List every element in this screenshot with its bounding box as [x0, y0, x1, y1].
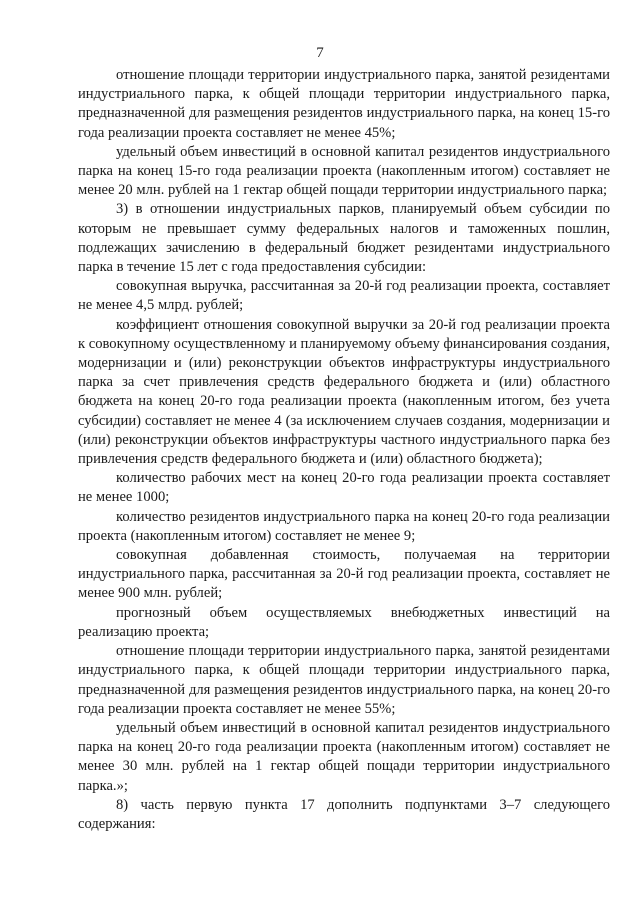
paragraph-residents-count: количество резидентов индустриального парка на конец 20-го года реализации проекта (накопленным итогом) составляет не менее 9;	[78, 508, 610, 544]
paragraph-subsection-3-intro: 3) в отношении индустриальных парков, планируемый объем субсидии по которым не превышает сумму федеральных налогов и таможенных пошлин, подлежащих зачислению в федеральный бюджет резидентами индустриального парка в течение 15 лет с года предоставления субсидии:	[78, 201, 610, 276]
paragraph-extrabudgetary-investment: прогнозный объем осуществляемых внебюджетных инвестиций на реализацию проекта;	[78, 604, 610, 640]
paragraph-amendment-8: 8) часть первую пункта 17 дополнить подпунктами 3–7 следующего содержания:	[78, 796, 610, 832]
paragraph-investment-per-hectare-20: удельный объем инвестиций в основной капитал резидентов индустриального парка на конец 20-го года реализации проекта (накопленным итогом) составляет не менее 30 млн. рублей на 1 гектар общей пощади территории индустриального парка.»;	[78, 719, 610, 794]
paragraph-total-revenue-20: совокупная выручка, рассчитанная за 20-й год реализации проекта, составляет не менее 4,5 млрд. рублей;	[78, 278, 610, 314]
paragraph-industrial-park-area-ratio-20: отношение площади территории индустриального парка, занятой резидентами индустриального парка, к общей площади территории индустриального парка, предназначенной для размещения резидентов индустриального парка, на конец 20-го года реализации проекта составляет не менее 55%;	[78, 643, 610, 717]
paragraph-revenue-ratio-coefficient: коэффициент отношения совокупной выручки за 20-й год реализации проекта к совокупному осуществленному и планируемому объему финансирования создания, модернизации и (или) реконструкции объектов инфраструктуры индустриального парка за счет привлечения средств федерального бюджета и (или) областного бюджета на конец 20-го года реализации проекта (накопленным итогом, без учета субсидии) составляет не менее 4 (за исключением случаев создания, модернизации и (или) реконструкции объектов инфраструктуры частного индустриального парка без привлечения средств федерального бюджета и (или) областного бюджета);	[78, 316, 610, 468]
paragraph-industrial-park-area-ratio-15: отношение площади территории индустриального парка, занятой резидентами индустриального парка, к общей площади территории индустриального парка, предназначенной для размещения резидентов индустриального парка, на конец 15-го года реализации проекта составляет не менее 45%;	[78, 67, 610, 141]
paragraph-value-added: совокупная добавленная стоимость, получаемая на территории индустриального парка, рассчитанная за 20-й год реализации проекта, составляет не менее 900 млн. рублей;	[78, 547, 610, 602]
document-body	[78, 66, 610, 834]
page-number: 7	[316, 45, 324, 61]
paragraph-investment-per-hectare-15: удельный объем инвестиций в основной капитал резидентов индустриального парка на конец 15-го года реализации проекта (накопленным итогом) составляет не менее 20 млн. рублей на 1 гектар общей пощади территории индустриального парка;	[78, 143, 610, 199]
paragraph-jobs-count: количество рабочих мест на конец 20-го года реализации проекта составляет не менее 1000;	[78, 470, 610, 506]
